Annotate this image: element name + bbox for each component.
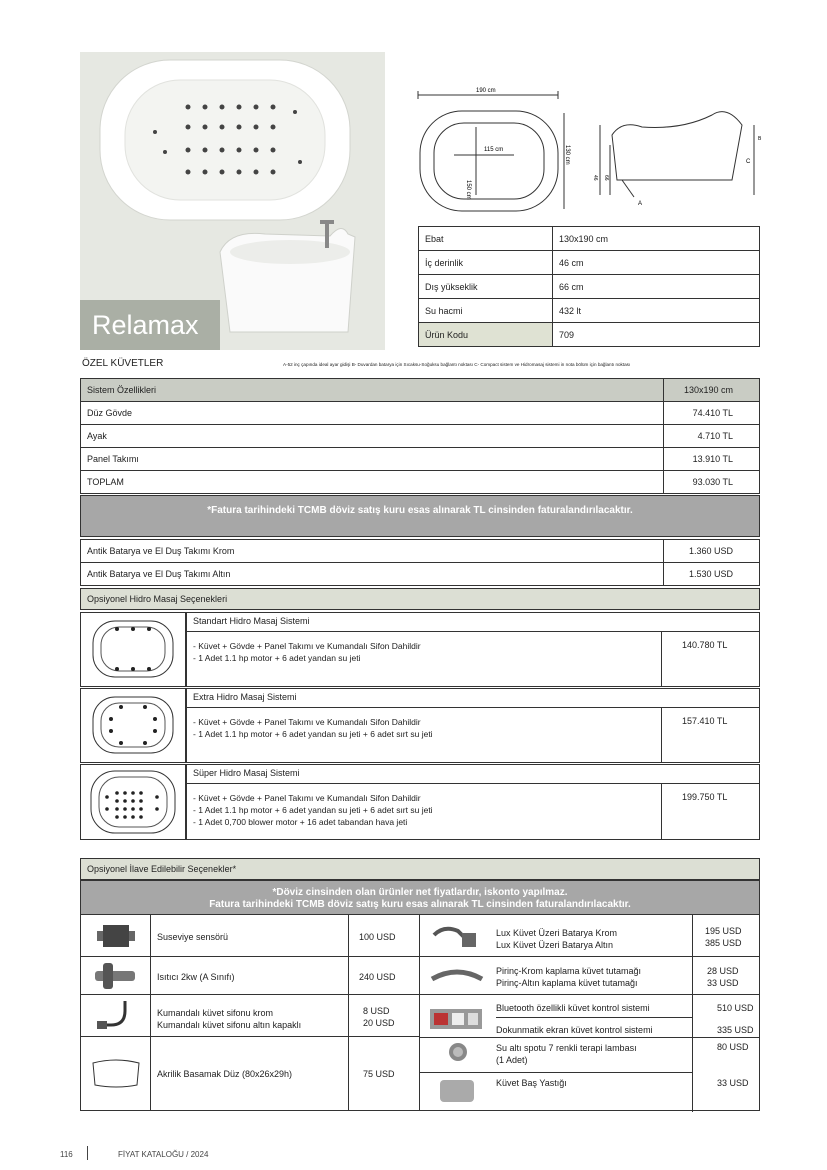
system-row-price: 74.410 TL — [664, 402, 760, 425]
hydro-option-line: - Küvet + Gövde + Panel Takımı ve Kumandalı Sifon Dahildir — [193, 641, 421, 651]
hydro-option-line: - Küvet + Gövde + Panel Takımı ve Kumandalı Sifon Dahildir — [193, 793, 421, 803]
drawing-width-label: 190 cm — [476, 88, 496, 94]
system-table — [80, 378, 760, 494]
hydro-option-price: 199.750 TL — [661, 784, 760, 840]
spec-value: 709 — [553, 323, 760, 347]
battery-row-price: 1.360 USD — [664, 540, 760, 563]
addon-price: 20 USD — [363, 1018, 395, 1028]
row-divider — [420, 1072, 692, 1073]
hydro-option-extra — [186, 688, 760, 763]
system-row-label: Panel Takımı — [81, 448, 664, 471]
system-row-price: 13.910 TL — [664, 448, 760, 471]
addon-label: Kumandalı küvet sifonu altın kapaklı — [157, 1020, 302, 1030]
addon-row — [420, 915, 759, 957]
addon-label: Bluetooth özellikli küvet kontrol sistemi — [496, 1003, 650, 1013]
addon-label: Su altı spotu 7 renkli terapi lambası — [496, 1043, 637, 1053]
spec-label: Dış yükseklik — [419, 275, 553, 299]
addons-banner-line2: Fatura tarihindeki TCMB döviz satış kuru esas alınarak TL cinsinden faturalandırılacaktır. — [209, 899, 631, 910]
addons-banner — [80, 880, 760, 915]
drawing-marker-c: C — [746, 159, 751, 165]
standard-tub-diagram — [81, 613, 185, 686]
addon-row — [420, 957, 759, 995]
spec-value: 66 cm — [553, 275, 760, 299]
addon-price: 80 USD — [717, 1042, 749, 1052]
addon-price: 510 USD — [717, 1003, 754, 1013]
spec-value: 432 lt — [553, 299, 760, 323]
addon-price: 33 USD — [707, 978, 739, 988]
addon-label: Lux Küvet Üzeri Batarya Altın — [496, 940, 614, 950]
step-icon — [81, 1037, 151, 1111]
spec-label: Ebat — [419, 227, 553, 251]
addon-label: Kumandalı küvet sifonu krom — [157, 1008, 274, 1018]
addon-label: Lux Küvet Üzeri Batarya Krom — [496, 928, 618, 938]
addon-price: 8 USD — [363, 1006, 390, 1016]
hydro-option-price: 157.410 TL — [661, 708, 760, 763]
addon-label: Pirinç-Altın kaplama küvet tutamağı — [496, 978, 638, 988]
heater-icon — [81, 957, 151, 995]
addon-price: 75 USD — [348, 1037, 419, 1111]
faucet-icon — [424, 915, 490, 957]
addon-price: 28 USD — [707, 966, 739, 976]
addon-row — [420, 1037, 759, 1111]
addon-price: 195 USD — [705, 926, 742, 936]
addon-row — [81, 1037, 419, 1111]
hydro-diagram-standard — [80, 612, 186, 687]
row-divider — [496, 1017, 692, 1018]
addon-label: (1 Adet) — [496, 1055, 528, 1065]
battery-row-price: 1.530 USD — [664, 563, 760, 586]
spec-value: 46 cm — [553, 251, 760, 275]
hydro-option-line: - Küvet + Gövde + Panel Takımı ve Kumandalı Sifon Dahildir — [193, 717, 421, 727]
product-name: Relamax — [80, 300, 220, 350]
battery-table — [80, 539, 760, 586]
addon-row — [420, 995, 759, 1037]
addons-right — [420, 915, 760, 1111]
addon-price: 385 USD — [705, 938, 742, 948]
system-row-price: 4.710 TL — [664, 425, 760, 448]
addons-title: Opsiyonel İlave Edilebilir Seçenekler* — [80, 858, 760, 880]
system-header-label: Sistem Özellikleri — [81, 379, 664, 402]
system-row-label: Ayak — [81, 425, 664, 448]
addon-label: Pirinç-Krom kaplama küvet tutamağı — [496, 966, 642, 976]
handle-icon — [424, 957, 490, 995]
addon-label: Küvet Baş Yastığı — [496, 1078, 567, 1088]
drawing-inner-width-label: 115 cm — [484, 147, 504, 153]
drawing-height-label: 130 cm — [564, 145, 570, 165]
footnote: A-52 inç çapında ideal ayar gidişi B- Duvardan batarya için Sıcaksu-Soğuksu bağlantı noktası C- Compact sistem ve Hidromasaj sistemi in nota bölüm için bağlantı noktası — [283, 362, 631, 367]
system-header-value: 130x190 cm — [664, 379, 760, 402]
drawing-marker-a: A — [638, 201, 643, 207]
product-photo — [80, 52, 385, 350]
system-row-label: Düz Gövde — [81, 402, 664, 425]
addon-price: 240 USD — [348, 957, 419, 995]
section-title: ÖZEL KÜVETLER — [82, 358, 164, 369]
hydro-option-line: - 1 Adet 1.1 hp motor + 6 adet yandan su jeti — [193, 653, 361, 663]
spec-value: 130x190 cm — [553, 227, 760, 251]
system-row-price: 93.030 TL — [664, 471, 760, 494]
addon-label: Akrilik Basamak Düz (80x26x29h) — [157, 1069, 293, 1079]
drawing-side-label-2: 66 — [603, 175, 609, 181]
hydro-option-super — [186, 764, 760, 840]
hydro-option-name: Süper Hidro Masaj Sistemi — [187, 765, 759, 784]
battery-row-label: Antik Batarya ve El Duş Takımı Altın — [81, 563, 664, 586]
spec-label: Su hacmi — [419, 299, 553, 323]
super-tub-diagram — [81, 765, 185, 839]
hydro-diagram-super — [80, 764, 186, 840]
footer-divider — [87, 1146, 88, 1160]
hydro-option-name: Extra Hidro Masaj Sistemi — [187, 689, 759, 708]
addon-label: Dokunmatik ekran küvet kontrol sistemi — [496, 1025, 653, 1035]
hydro-option-standard — [186, 612, 760, 687]
addon-row — [81, 915, 419, 957]
currency-banner: *Fatura tarihindeki TCMB döviz satış kuru esas alınarak TL cinsinden faturalandırılacaktır. — [80, 495, 760, 537]
drawing-inner-height-label: 150 cm — [465, 180, 471, 200]
spec-table — [418, 226, 760, 347]
hydro-option-line: - 1 Adet 1.1 hp motor + 6 adet yandan su jeti + 6 adet sırt su jeti — [193, 805, 433, 815]
battery-row-label: Antik Batarya ve El Duş Takımı Krom — [81, 540, 664, 563]
hydro-diagram-extra — [80, 688, 186, 763]
addon-row — [81, 995, 419, 1037]
hydro-option-price: 140.780 TL — [661, 632, 760, 687]
level-sensor-icon — [81, 915, 151, 957]
bluetooth-panel-icon — [424, 995, 490, 1037]
siphon-icon — [81, 995, 151, 1037]
addon-price: 335 USD — [717, 1025, 754, 1035]
addon-price: 100 USD — [348, 915, 419, 957]
drawing-side-label-3: B — [758, 136, 762, 142]
addon-price: 33 USD — [717, 1078, 749, 1088]
hydro-option-line: - 1 Adet 0,700 blower motor + 16 adet tabandan hava jeti — [193, 817, 408, 827]
page-number: 116 — [60, 1150, 73, 1159]
spec-label: Ürün Kodu — [419, 323, 553, 347]
extra-tub-diagram — [81, 689, 185, 762]
system-row-label: TOPLAM — [81, 471, 664, 494]
footer-text: FİYAT KATALOĞU / 2024 — [118, 1150, 209, 1159]
addon-label: Isıtıcı 2kw (A Sınıfı) — [157, 972, 235, 982]
hydro-option-line: - 1 Adet 1.1 hp motor + 6 adet yandan su jeti + 6 adet sırt su jeti — [193, 729, 433, 739]
addon-label: Suseviye sensörü — [157, 932, 229, 942]
addons-left — [80, 915, 420, 1111]
technical-drawing — [412, 85, 767, 215]
drawing-side-label-1: 46 — [592, 175, 598, 181]
hydro-title: Opsiyonel Hidro Masaj Seçenekleri — [80, 588, 760, 610]
hydro-option-name: Standart Hidro Masaj Sistemi — [187, 613, 759, 632]
addon-row — [81, 957, 419, 995]
spec-label: İç derinlik — [419, 251, 553, 275]
addons-banner-line1: *Döviz cinsinden olan ürünler net fiyatlardır, iskonto yapılmaz. — [272, 887, 568, 898]
lamp-icon — [424, 1038, 490, 1112]
